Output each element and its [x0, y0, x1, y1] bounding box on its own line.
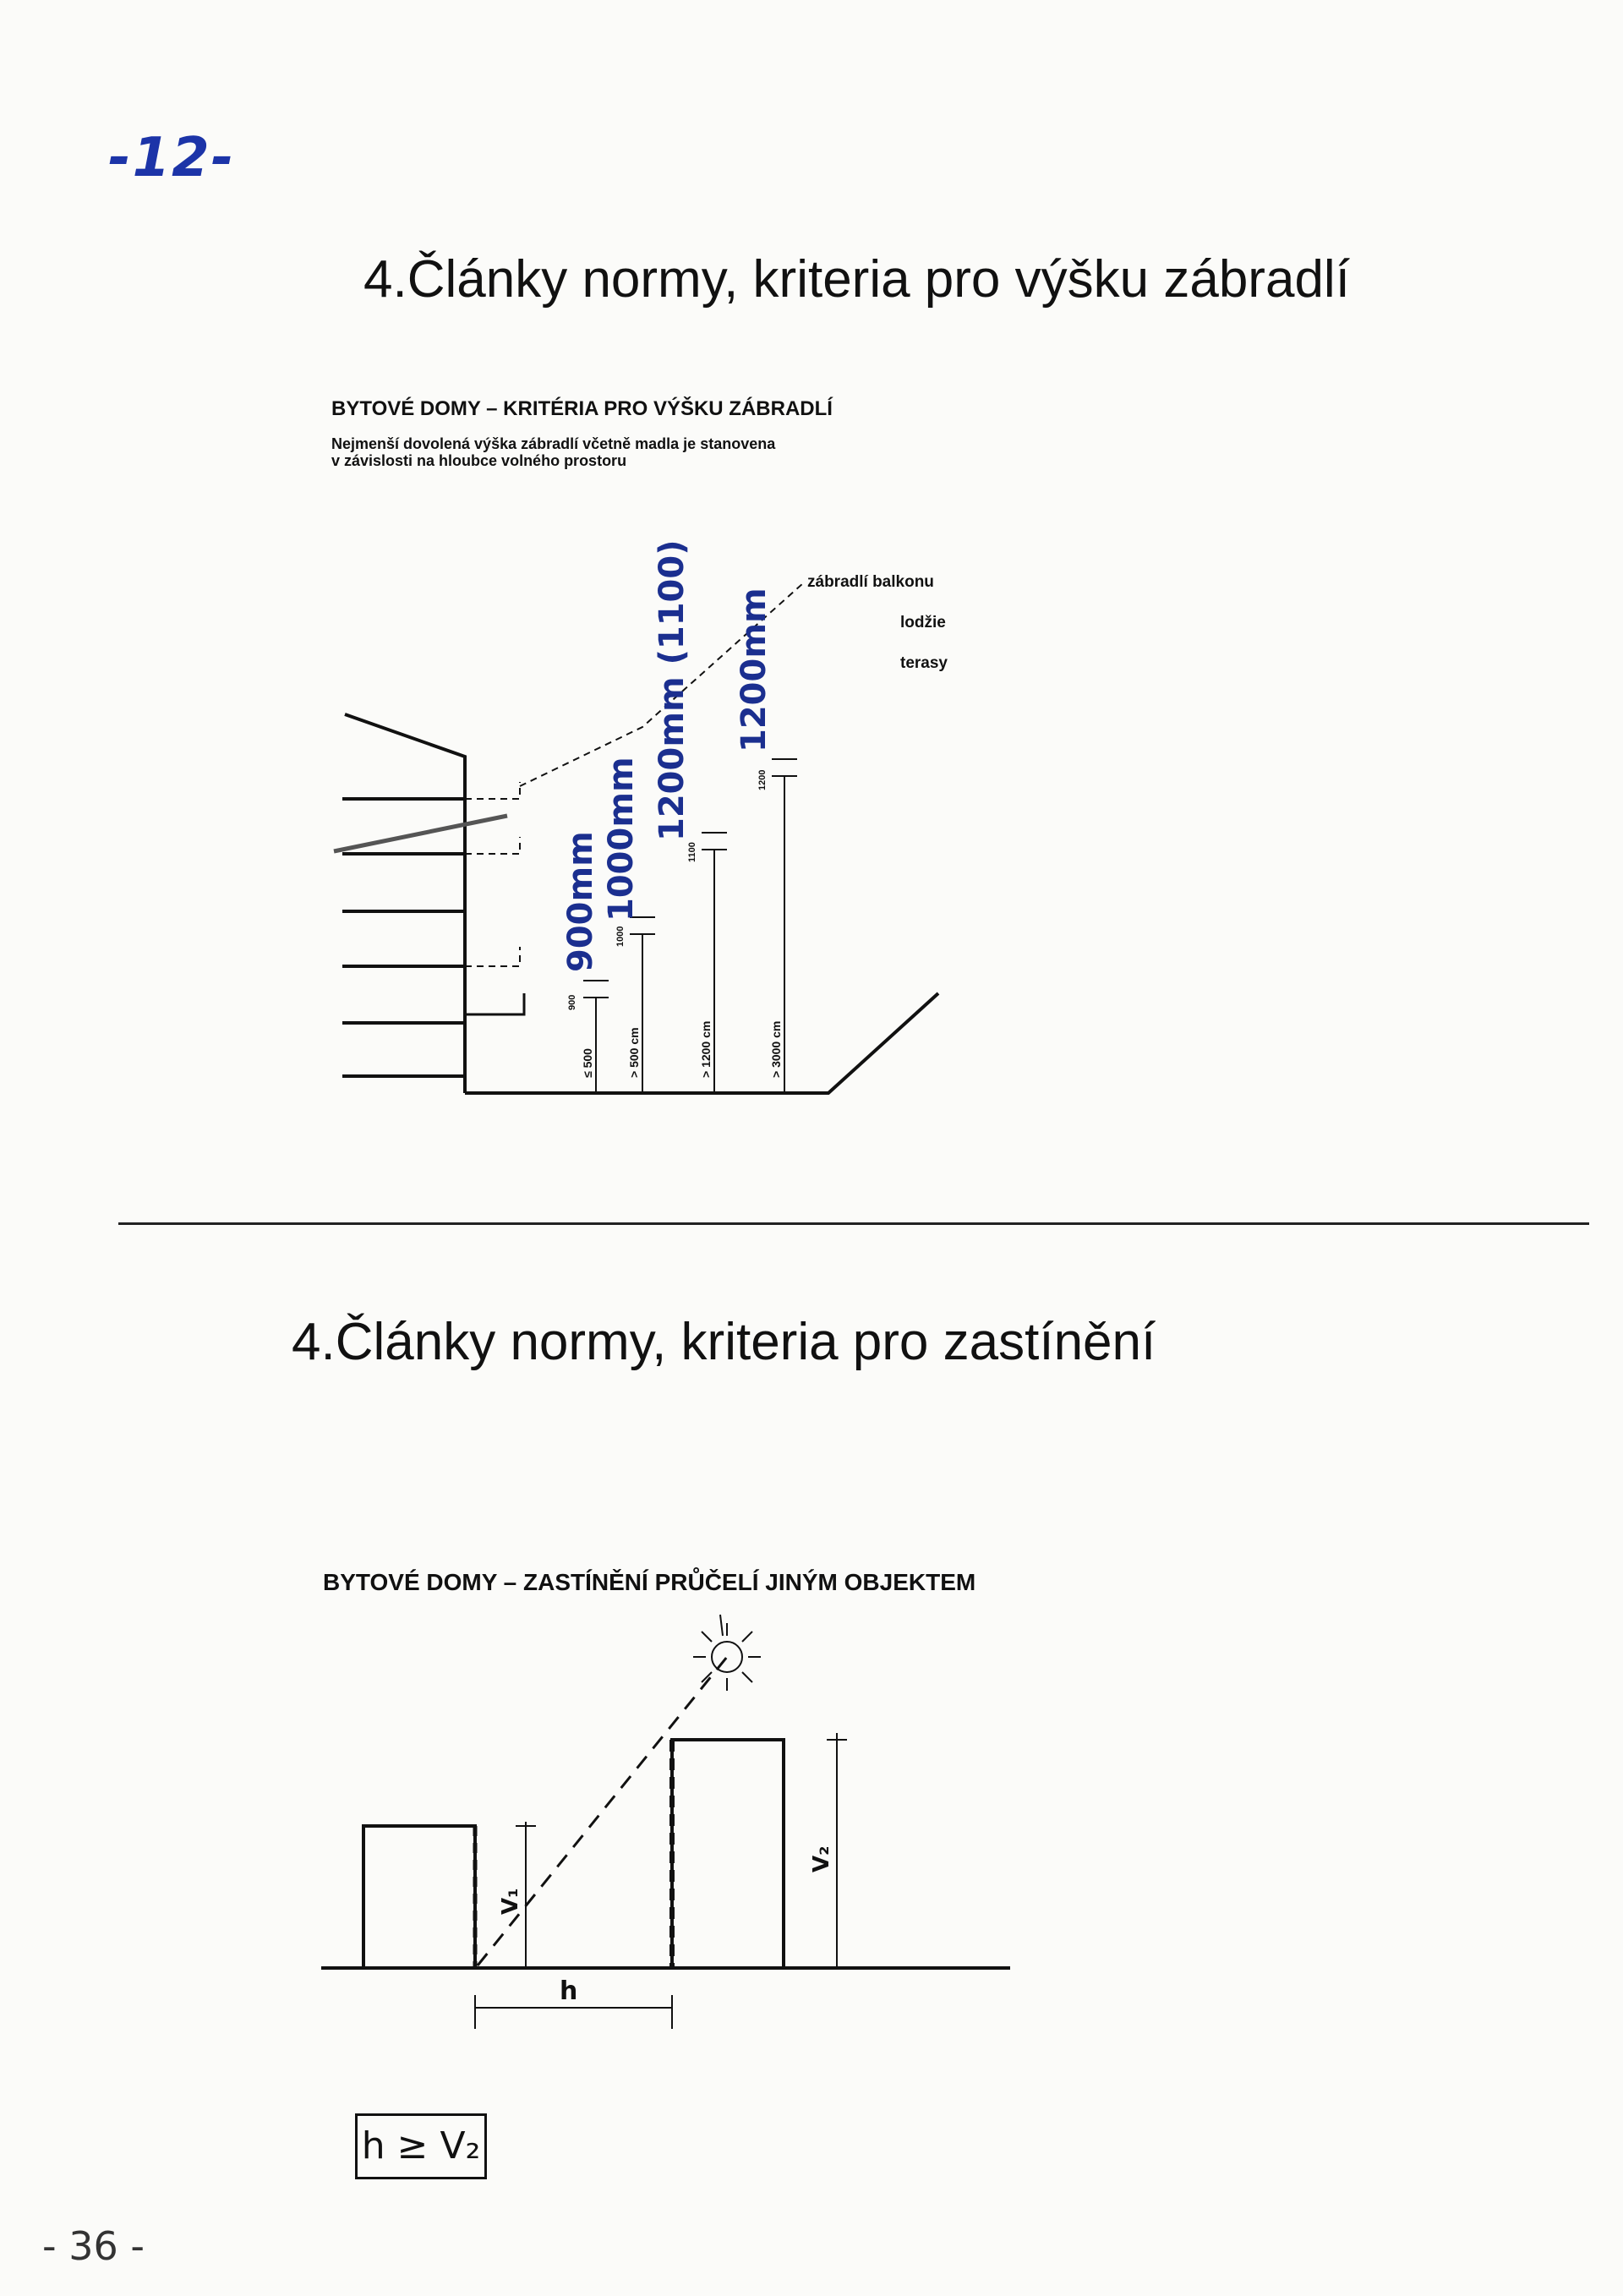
handwritten-page-number: -12- [108, 127, 236, 189]
handwritten-height-900: 900mm [561, 831, 600, 972]
formula-box: h ≥ V₂ [355, 2113, 487, 2179]
depth-label-over-3000: > 3000 cm [769, 1020, 783, 1078]
label-loggia: lodžie [900, 614, 946, 631]
depth-label-over-500: > 500 cm [627, 1027, 641, 1078]
railing-subtitle-line-1: Nejmenší dovolená výška zábradlí včetně madla je stanovena [331, 435, 776, 452]
section-title-shading: 4.Články normy, kriteria pro zastínění [292, 1313, 1156, 1371]
depth-label-over-1200: > 1200 cm [699, 1020, 713, 1078]
handwritten-height-1200: 1200mm [735, 588, 773, 752]
depth-label-500: ≤ 500 [581, 1048, 594, 1078]
section-title-railing: 4.Články normy, kriteria pro výšku zábradlí [363, 250, 1350, 309]
label-balcony-railing: zábradlí balkonu [807, 573, 934, 591]
height-mark-1200: 1200 [757, 769, 768, 790]
sun-icon [693, 1615, 761, 1691]
shading-figure-caption: BYTOVÉ DOMY – ZASTÍNĚNÍ PRŮČELÍ JINÝM OBJEKTEM [323, 1569, 976, 1595]
height-mark-1100: 1100 [687, 842, 697, 862]
footer-page-number: - 36 - [42, 2223, 145, 2269]
railing-subtitle-line-2: v závislosti na hloubce volného prostoru [331, 452, 627, 469]
label-terrace: terasy [900, 654, 948, 672]
v1-label: V₁ [498, 1888, 523, 1915]
handwritten-height-1000: 1000mm [602, 757, 641, 921]
v2-label: V₂ [809, 1845, 834, 1872]
handwritten-height-1200-1100: 1200mm (1100) [653, 539, 691, 841]
height-mark-1000: 1000 [615, 926, 626, 947]
railing-figure-caption: BYTOVÉ DOMY – KRITÉRIA PRO VÝŠKU ZÁBRADLÍ [331, 397, 833, 420]
height-mark-900: 900 [567, 994, 577, 1010]
h-label: h [560, 1976, 578, 2006]
